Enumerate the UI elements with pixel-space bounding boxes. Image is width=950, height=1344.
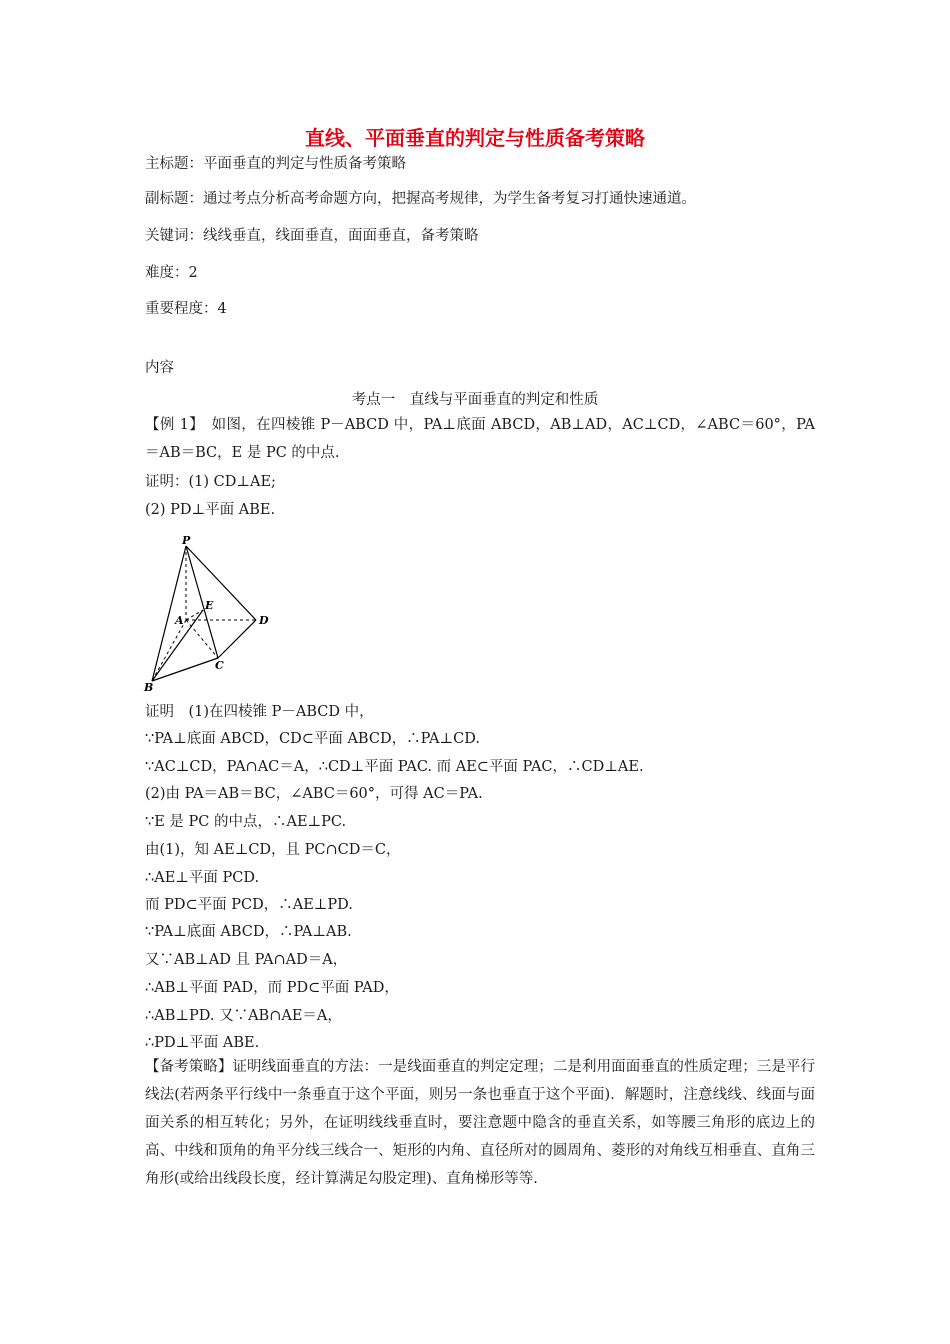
edge-AB xyxy=(152,620,186,681)
example-prove-2: (2) PD⊥平面 ABE. xyxy=(145,502,276,518)
proof-line: ∵PA⊥底面 ABCD，∴PA⊥AB. xyxy=(145,924,352,940)
proof-line: ∴AB⊥平面 PAD，而 PD⊂平面 PAD， xyxy=(145,980,399,996)
label-D: D xyxy=(259,614,269,627)
keywords-line: 关键词：线线垂直，线面垂直，面面垂直，备考策略 xyxy=(145,228,479,244)
proof-line: ∵E 是 PC 的中点，∴AE⊥PC. xyxy=(145,814,347,830)
main-title-line: 主标题：平面垂直的判定与性质备考策略 xyxy=(145,156,406,172)
difficulty-line: 难度：2 xyxy=(145,265,198,281)
content-label: 内容 xyxy=(145,360,174,376)
example-text: 【例 1】 如图，在四棱锥 P－ABCD 中，PA⊥底面 ABCD，AB⊥AD，AC⊥CD，∠ABC＝60°，PA＝AB＝BC，E 是 PC 的中点. xyxy=(145,417,815,461)
proof-line: ∵AC⊥CD，PA∩AC＝A，∴CD⊥平面 PAC. 而 AE⊂平面 PAC，∴CD⊥AE. xyxy=(145,759,644,775)
pyramid-diagram xyxy=(140,534,280,694)
proof-line: ∴PD⊥平面 ABE. xyxy=(145,1035,260,1051)
label-P: P xyxy=(182,534,191,547)
label-C: C xyxy=(215,659,224,672)
section-title: 考点一 直线与平面垂直的判定和性质 xyxy=(351,392,599,408)
proof-line: 又∵AB⊥AD 且 PA∩AD＝A， xyxy=(145,952,348,968)
importance-line: 重要程度：4 xyxy=(145,301,227,317)
label-E: E xyxy=(205,599,214,612)
proof-line: 证明 (1)在四棱锥 P－ABCD 中， xyxy=(145,704,374,720)
label-B: B xyxy=(144,681,154,694)
example-prove-1: 证明：(1) CD⊥AE; xyxy=(145,474,276,490)
proof-line: ∴AE⊥平面 PCD. xyxy=(145,870,260,886)
strategy-paragraph: 【备考策略】证明线面垂直的方法：一是线面垂直的判定定理；二是利用面面垂直的性质定理；三是平行线法(若两条平行线中一条垂直于这个平面，则另一条也垂直于这个平面)．解题时，注意线线、线面与面面关系的相互转化；另外，在证明线线垂直时，要注意题中隐含的垂直关系，如等腰三角形的底边上的高、中线和顶角的角平分线三线合一、矩形的内角、直径所对的圆周角、菱形的对角线互相垂直、直角三角形(或给出线段长度，经计算满足勾股定理)、直角梯形等等. xyxy=(145,1059,815,1187)
edge-BC xyxy=(152,658,218,681)
proof-line: 而 PD⊂平面 PCD，∴AE⊥PD. xyxy=(145,897,353,913)
proof-line: 由(1)，知 AE⊥CD，且 PC∩CD＝C， xyxy=(145,842,401,858)
label-A: A xyxy=(175,614,184,627)
proof-line: ∴AB⊥PD. 又∵AB∩AE＝A， xyxy=(145,1008,342,1024)
proof-line: (2)由 PA＝AB＝BC，∠ABC＝60°，可得 AC＝PA. xyxy=(145,786,483,802)
subtitle-line: 副标题：通过考点分析高考命题方向，把握高考规律，为学生备考复习打通快速通道。 xyxy=(145,191,696,207)
edge-AC xyxy=(186,620,218,658)
pyramid-figure xyxy=(140,534,280,694)
edge-CD xyxy=(218,620,256,658)
proof-line: ∵PA⊥底面 ABCD，CD⊂平面 ABCD，∴PA⊥CD. xyxy=(145,731,480,747)
edge-AE xyxy=(186,610,203,620)
document-title: 直线、平面垂直的判定与性质备考策略 xyxy=(305,126,645,150)
